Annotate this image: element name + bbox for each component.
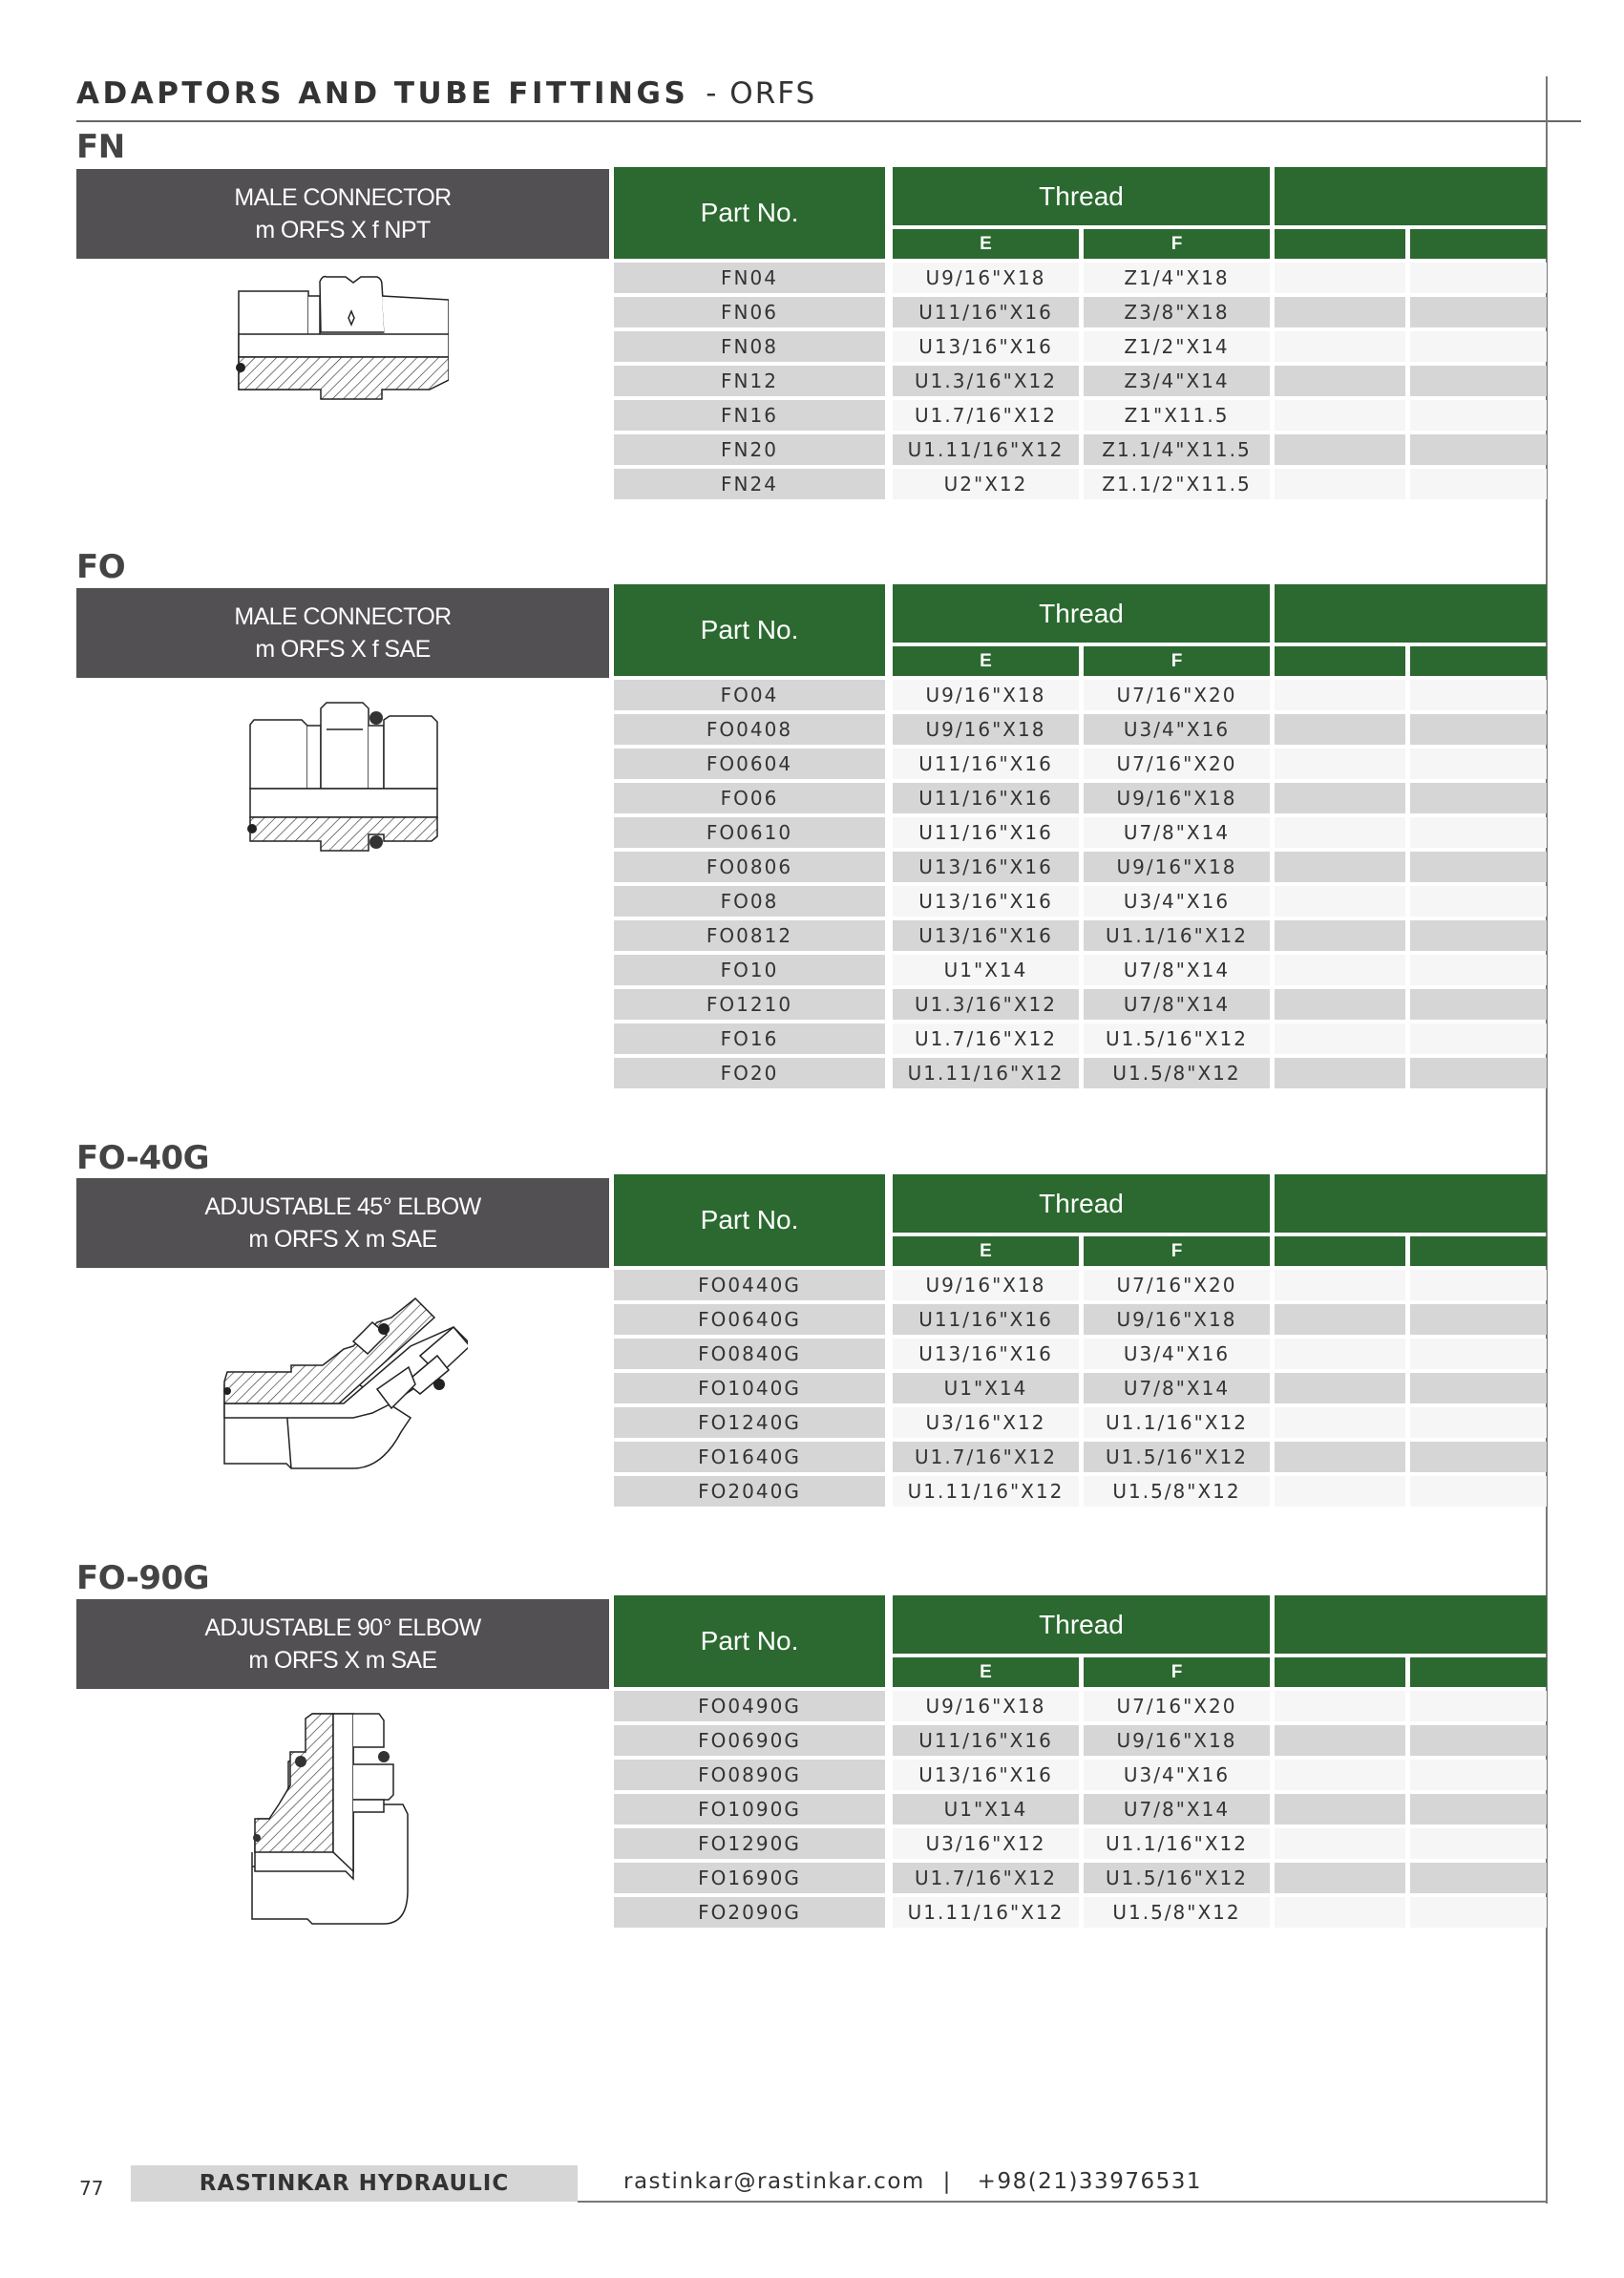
blank-cell	[1275, 989, 1405, 1020]
thread-e-cell: U11/16"X16	[893, 297, 1079, 327]
table-row	[614, 783, 1547, 817]
part-number-cell: FO16	[614, 1023, 885, 1054]
header-blank	[1275, 646, 1405, 676]
header-f: F	[1084, 229, 1270, 259]
header-blank	[1410, 646, 1547, 676]
table-row	[614, 989, 1547, 1023]
part-number-cell: FO2090G	[614, 1897, 885, 1928]
blank-cell	[1410, 920, 1547, 951]
page-number: 77	[79, 2177, 104, 2200]
page-title-main: ADAPTORS AND TUBE FITTINGS	[76, 76, 689, 111]
thread-f-cell: U3/4"X16	[1084, 886, 1270, 917]
header-e: E	[893, 229, 1079, 259]
part-number-cell: FO06	[614, 783, 885, 813]
part-number-cell: FO1040G	[614, 1373, 885, 1403]
thread-e-cell: U1.3/16"X12	[893, 366, 1079, 396]
part-number-cell: FO0812	[614, 920, 885, 951]
thread-f-cell: U7/8"X14	[1084, 989, 1270, 1020]
thread-e-cell: U1.11/16"X12	[893, 1476, 1079, 1507]
page-title	[76, 76, 816, 111]
blank-cell	[1410, 680, 1547, 710]
blank-cell	[1275, 1794, 1405, 1825]
thread-f-cell: U9/16"X18	[1084, 852, 1270, 882]
blank-cell	[1275, 366, 1405, 396]
blank-cell	[1275, 749, 1405, 779]
description-line: ADJUSTABLE 90° ELBOW	[204, 1614, 481, 1641]
part-number-cell: FN16	[614, 400, 885, 431]
blank-cell	[1275, 1897, 1405, 1928]
part-number-cell: FO08	[614, 886, 885, 917]
blank-cell	[1275, 1270, 1405, 1300]
footer-email: rastinkar@rastinkar.com	[623, 2169, 925, 2194]
header-part-no: Part No.	[614, 1174, 885, 1266]
section-code: FN	[76, 128, 125, 166]
table-row	[614, 366, 1547, 400]
blank-cell	[1410, 749, 1547, 779]
blank-cell	[1410, 886, 1547, 917]
footer-contact	[623, 2169, 1202, 2194]
table-row	[614, 1725, 1547, 1760]
title-divider	[76, 120, 1581, 122]
thread-e-cell: U13/16"X16	[893, 920, 1079, 951]
header-blank	[1275, 1236, 1405, 1266]
thread-f-cell: U3/4"X16	[1084, 1339, 1270, 1369]
thread-e-cell: U9/16"X18	[893, 263, 1079, 293]
part-number-cell: FN08	[614, 331, 885, 362]
blank-cell	[1410, 434, 1547, 465]
blank-cell	[1275, 263, 1405, 293]
blank-cell	[1410, 1442, 1547, 1472]
part-number-cell: FO0440G	[614, 1270, 885, 1300]
header-e: E	[893, 1236, 1079, 1266]
table-row	[614, 469, 1547, 503]
blank-cell	[1410, 1476, 1547, 1507]
thread-f-cell: U7/16"X20	[1084, 680, 1270, 710]
blank-cell	[1275, 783, 1405, 813]
thread-e-cell: U9/16"X18	[893, 1270, 1079, 1300]
table-row	[614, 714, 1547, 749]
part-number-cell: FO0890G	[614, 1760, 885, 1790]
part-number-cell: FN12	[614, 366, 885, 396]
blank-cell	[1275, 955, 1405, 985]
blank-cell	[1410, 1058, 1547, 1088]
blank-cell	[1275, 434, 1405, 465]
header-thread: Thread	[893, 1595, 1270, 1654]
blank-cell	[1275, 1373, 1405, 1403]
thread-e-cell: U13/16"X16	[893, 331, 1079, 362]
blank-cell	[1410, 714, 1547, 745]
blank-cell	[1275, 1407, 1405, 1438]
table-row	[614, 749, 1547, 783]
table-row	[614, 1339, 1547, 1373]
product-description	[76, 1599, 609, 1689]
thread-f-cell: U1.5/16"X12	[1084, 1442, 1270, 1472]
part-number-cell: FN04	[614, 263, 885, 293]
part-number-cell: FO1240G	[614, 1407, 885, 1438]
product-description	[76, 169, 609, 259]
parts-table	[614, 584, 1547, 1092]
thread-f-cell: U7/16"X20	[1084, 1691, 1270, 1721]
thread-f-cell: U9/16"X18	[1084, 1725, 1270, 1756]
description-line: m ORFS X m SAE	[248, 1226, 437, 1253]
part-number-cell: FO1690G	[614, 1863, 885, 1893]
table-body	[614, 263, 1547, 503]
blank-cell	[1410, 366, 1547, 396]
header-blank	[1275, 167, 1547, 225]
part-number-cell: FO20	[614, 1058, 885, 1088]
description-line: m ORFS X f SAE	[255, 636, 431, 663]
blank-cell	[1410, 817, 1547, 848]
table-row	[614, 886, 1547, 920]
thread-e-cell: U3/16"X12	[893, 1407, 1079, 1438]
thread-f-cell: U3/4"X16	[1084, 714, 1270, 745]
header-thread: Thread	[893, 1174, 1270, 1233]
blank-cell	[1410, 1023, 1547, 1054]
thread-f-cell: Z3/8"X18	[1084, 297, 1270, 327]
blank-cell	[1410, 1691, 1547, 1721]
table-header	[614, 1595, 1547, 1687]
thread-f-cell: U1.5/8"X12	[1084, 1476, 1270, 1507]
blank-cell	[1275, 920, 1405, 951]
thread-e-cell: U13/16"X16	[893, 886, 1079, 917]
90-degree-elbow-drawing	[250, 1709, 441, 1929]
thread-f-cell: Z1.1/4"X11.5	[1084, 434, 1270, 465]
thread-f-cell: U9/16"X18	[1084, 783, 1270, 813]
blank-cell	[1410, 1407, 1547, 1438]
blank-cell	[1275, 1339, 1405, 1369]
thread-f-cell: Z1/2"X14	[1084, 331, 1270, 362]
blank-cell	[1410, 989, 1547, 1020]
table-row	[614, 1373, 1547, 1407]
blank-cell	[1410, 1863, 1547, 1893]
table-body	[614, 1691, 1547, 1931]
thread-f-cell: U1.5/8"X12	[1084, 1058, 1270, 1088]
thread-e-cell: U11/16"X16	[893, 783, 1079, 813]
table-row	[614, 1863, 1547, 1897]
description-line: m ORFS X m SAE	[248, 1647, 437, 1674]
thread-f-cell: U7/16"X20	[1084, 749, 1270, 779]
table-body	[614, 680, 1547, 1092]
blank-cell	[1275, 1442, 1405, 1472]
table-row	[614, 331, 1547, 366]
header-thread: Thread	[893, 167, 1270, 225]
part-number-cell: FO0604	[614, 749, 885, 779]
table-row	[614, 1058, 1547, 1092]
thread-f-cell: U7/8"X14	[1084, 1373, 1270, 1403]
blank-cell	[1410, 1828, 1547, 1859]
thread-f-cell: Z3/4"X14	[1084, 366, 1270, 396]
table-row	[614, 1760, 1547, 1794]
parts-table	[614, 1174, 1547, 1510]
blank-cell	[1410, 1725, 1547, 1756]
header-f: F	[1084, 1236, 1270, 1266]
header-blank	[1410, 1236, 1547, 1266]
blank-cell	[1275, 469, 1405, 499]
thread-e-cell: U11/16"X16	[893, 749, 1079, 779]
part-number-cell: FO0610	[614, 817, 885, 848]
part-number-cell: FO1210	[614, 989, 885, 1020]
blank-cell	[1410, 331, 1547, 362]
description-line: m ORFS X f NPT	[255, 217, 431, 243]
thread-e-cell: U9/16"X18	[893, 1691, 1079, 1721]
thread-e-cell: U1.7/16"X12	[893, 400, 1079, 431]
part-number-cell: FO1290G	[614, 1828, 885, 1859]
header-e: E	[893, 1657, 1079, 1687]
section-code: FO-90G	[76, 1559, 210, 1597]
blank-cell	[1275, 817, 1405, 848]
blank-cell	[1275, 1691, 1405, 1721]
thread-e-cell: U13/16"X16	[893, 1339, 1079, 1369]
table-row	[614, 955, 1547, 989]
part-number-cell: FO0490G	[614, 1691, 885, 1721]
table-row	[614, 680, 1547, 714]
thread-e-cell: U11/16"X16	[893, 1725, 1079, 1756]
blank-cell	[1275, 680, 1405, 710]
thread-e-cell: U1.11/16"X12	[893, 434, 1079, 465]
blank-cell	[1275, 400, 1405, 431]
part-number-cell: FN06	[614, 297, 885, 327]
thread-f-cell: U1.1/16"X12	[1084, 1828, 1270, 1859]
thread-f-cell: U9/16"X18	[1084, 1304, 1270, 1335]
table-row	[614, 1270, 1547, 1304]
thread-e-cell: U1.7/16"X12	[893, 1442, 1079, 1472]
blank-cell	[1275, 331, 1405, 362]
footer-divider	[578, 2201, 1548, 2203]
thread-f-cell: U1.5/16"X12	[1084, 1863, 1270, 1893]
footer-phone: +98(21)33976531	[977, 2169, 1202, 2194]
part-number-cell: FO04	[614, 680, 885, 710]
table-row	[614, 434, 1547, 469]
table-header	[614, 584, 1547, 676]
thread-f-cell: U7/8"X14	[1084, 1794, 1270, 1825]
header-blank	[1275, 1174, 1547, 1233]
blank-cell	[1275, 852, 1405, 882]
thread-f-cell: U1.1/16"X12	[1084, 920, 1270, 951]
45-degree-elbow-drawing	[220, 1289, 468, 1480]
thread-f-cell: U7/8"X14	[1084, 817, 1270, 848]
thread-e-cell: U11/16"X16	[893, 817, 1079, 848]
straight-male-connector-sae-drawing	[241, 701, 451, 854]
blank-cell	[1275, 1828, 1405, 1859]
thread-f-cell: U1.5/8"X12	[1084, 1897, 1270, 1928]
thread-e-cell: U1.7/16"X12	[893, 1023, 1079, 1054]
thread-e-cell: U13/16"X16	[893, 1760, 1079, 1790]
blank-cell	[1410, 400, 1547, 431]
section-code: FO	[76, 548, 126, 586]
header-part-no: Part No.	[614, 167, 885, 259]
blank-cell	[1410, 1304, 1547, 1335]
page-title-sub: - ORFS	[706, 76, 817, 111]
blank-cell	[1275, 1725, 1405, 1756]
thread-e-cell: U1"X14	[893, 1373, 1079, 1403]
header-part-no: Part No.	[614, 1595, 885, 1687]
blank-cell	[1410, 1339, 1547, 1369]
part-number-cell: FO0408	[614, 714, 885, 745]
blank-cell	[1410, 1270, 1547, 1300]
table-row	[614, 1897, 1547, 1931]
thread-e-cell: U2"X12	[893, 469, 1079, 499]
header-f: F	[1084, 1657, 1270, 1687]
thread-e-cell: U1.3/16"X12	[893, 989, 1079, 1020]
table-row	[614, 852, 1547, 886]
description-line: ADJUSTABLE 45° ELBOW	[204, 1193, 481, 1220]
blank-cell	[1275, 1058, 1405, 1088]
thread-e-cell: U1.11/16"X12	[893, 1058, 1079, 1088]
footer-company: RASTINKAR HYDRAULIC	[131, 2165, 578, 2202]
table-row	[614, 817, 1547, 852]
table-row	[614, 920, 1547, 955]
part-number-cell: FN24	[614, 469, 885, 499]
blank-cell	[1410, 1760, 1547, 1790]
part-number-cell: FO2040G	[614, 1476, 885, 1507]
header-blank	[1275, 229, 1405, 259]
thread-f-cell: U7/16"X20	[1084, 1270, 1270, 1300]
header-e: E	[893, 646, 1079, 676]
thread-e-cell: U9/16"X18	[893, 680, 1079, 710]
blank-cell	[1410, 1897, 1547, 1928]
table-row	[614, 263, 1547, 297]
parts-table	[614, 1595, 1547, 1931]
table-row	[614, 1304, 1547, 1339]
blank-cell	[1275, 886, 1405, 917]
thread-e-cell: U3/16"X12	[893, 1828, 1079, 1859]
table-row	[614, 400, 1547, 434]
header-thread: Thread	[893, 584, 1270, 643]
product-description	[76, 1178, 609, 1268]
table-row	[614, 1691, 1547, 1725]
blank-cell	[1275, 1476, 1405, 1507]
part-number-cell: FO0806	[614, 852, 885, 882]
product-description	[76, 588, 609, 678]
table-header	[614, 167, 1547, 259]
header-blank	[1275, 1595, 1547, 1654]
header-part-no: Part No.	[614, 584, 885, 676]
blank-cell	[1275, 1863, 1405, 1893]
part-number-cell: FN20	[614, 434, 885, 465]
thread-e-cell: U11/16"X16	[893, 1304, 1079, 1335]
header-f: F	[1084, 646, 1270, 676]
part-number-cell: FO10	[614, 955, 885, 985]
blank-cell	[1410, 263, 1547, 293]
header-blank	[1275, 1657, 1405, 1687]
blank-cell	[1410, 1373, 1547, 1403]
blank-cell	[1275, 297, 1405, 327]
header-blank	[1275, 584, 1547, 643]
thread-e-cell: U1.11/16"X12	[893, 1897, 1079, 1928]
thread-f-cell: Z1/4"X18	[1084, 263, 1270, 293]
thread-e-cell: U1"X14	[893, 955, 1079, 985]
thread-f-cell: Z1.1/2"X11.5	[1084, 469, 1270, 499]
table-row	[614, 297, 1547, 331]
table-row	[614, 1794, 1547, 1828]
part-number-cell: FO1640G	[614, 1442, 885, 1472]
parts-table	[614, 167, 1547, 503]
blank-cell	[1275, 714, 1405, 745]
table-row	[614, 1442, 1547, 1476]
footer-separator: |	[942, 2169, 952, 2194]
thread-f-cell: U3/4"X16	[1084, 1760, 1270, 1790]
blank-cell	[1275, 1760, 1405, 1790]
straight-male-connector-npt-drawing	[229, 275, 449, 409]
blank-cell	[1410, 297, 1547, 327]
part-number-cell: FO0840G	[614, 1339, 885, 1369]
thread-f-cell: U7/8"X14	[1084, 955, 1270, 985]
blank-cell	[1410, 955, 1547, 985]
description-line: MALE CONNECTOR	[234, 184, 452, 211]
thread-f-cell: U1.1/16"X12	[1084, 1407, 1270, 1438]
thread-e-cell: U1"X14	[893, 1794, 1079, 1825]
table-row	[614, 1407, 1547, 1442]
blank-cell	[1275, 1023, 1405, 1054]
table-row	[614, 1828, 1547, 1863]
blank-cell	[1410, 1794, 1547, 1825]
blank-cell	[1410, 783, 1547, 813]
blank-cell	[1410, 852, 1547, 882]
blank-cell	[1410, 469, 1547, 499]
table-body	[614, 1270, 1547, 1510]
thread-e-cell: U1.7/16"X12	[893, 1863, 1079, 1893]
description-line: MALE CONNECTOR	[234, 603, 452, 630]
header-blank	[1410, 229, 1547, 259]
thread-f-cell: Z1"X11.5	[1084, 400, 1270, 431]
section-code: FO-40G	[76, 1139, 210, 1177]
part-number-cell: FO0640G	[614, 1304, 885, 1335]
table-header	[614, 1174, 1547, 1266]
part-number-cell: FO0690G	[614, 1725, 885, 1756]
blank-cell	[1275, 1304, 1405, 1335]
thread-e-cell: U9/16"X18	[893, 714, 1079, 745]
part-number-cell: FO1090G	[614, 1794, 885, 1825]
thread-e-cell: U13/16"X16	[893, 852, 1079, 882]
table-row	[614, 1023, 1547, 1058]
header-blank	[1410, 1657, 1547, 1687]
thread-f-cell: U1.5/16"X12	[1084, 1023, 1270, 1054]
table-row	[614, 1476, 1547, 1510]
